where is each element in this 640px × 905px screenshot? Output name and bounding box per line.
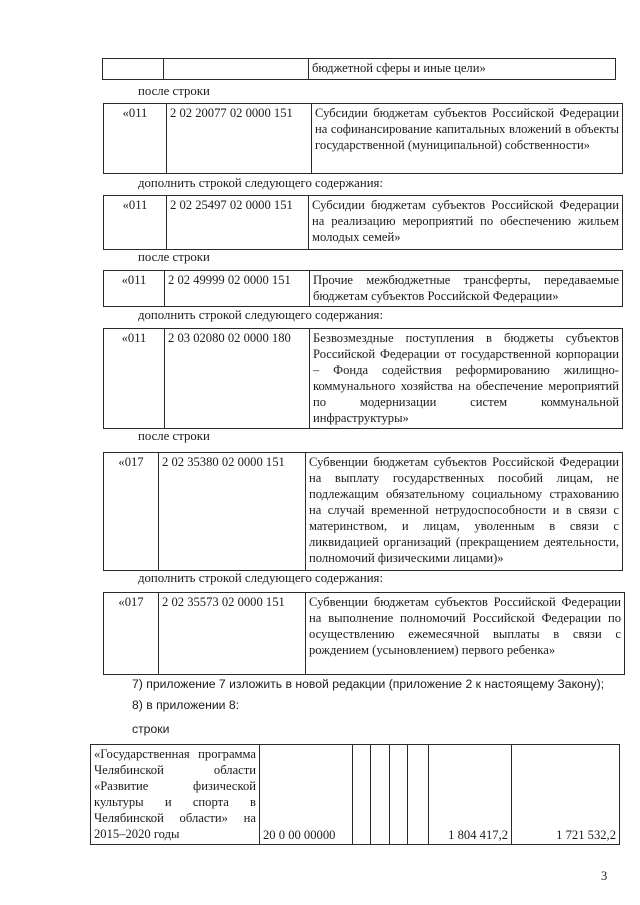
kbk-cell: 2 02 20077 02 0000 151 <box>167 104 312 174</box>
table-row <box>104 271 623 307</box>
after-row-label: после строки <box>138 250 210 264</box>
item-7: 7) приложение 7 изложить в новой редакции (приложение 2 к настоящему Закону); <box>132 677 605 691</box>
add-row-label: дополнить строкой следующего содержания: <box>138 571 384 585</box>
program-name-cell: «Государственная программа Челябинской области «Развитие физической культуры и спорта в Челябинской области» на 2015–2020 годы <box>91 745 260 845</box>
kbk-cell <box>164 59 309 80</box>
table-row-block <box>103 195 623 250</box>
code-cell: «011 <box>104 329 165 429</box>
kbk-cell: 2 02 35573 02 0000 151 <box>159 593 306 675</box>
table-row-block <box>103 452 623 571</box>
item-8: 8) в приложении 8: <box>132 698 239 712</box>
table-row <box>104 104 623 174</box>
empty-cell <box>371 745 390 845</box>
empty-cell <box>353 745 371 845</box>
page-number: 3 <box>601 869 608 883</box>
table-row-block <box>103 592 625 675</box>
value-cell: 1 804 417,2 <box>429 745 512 845</box>
table-row <box>91 745 620 845</box>
code-cell: «017 <box>104 453 159 571</box>
text-cell: Субсидии бюджетам субъектов Российской Федерации на софинансирование капитальных вложений в объекты государственной (муниципальной) собственности» <box>312 104 623 174</box>
kbk-cell: 2 02 25497 02 0000 151 <box>167 196 309 250</box>
add-row-label: дополнить строкой следующего содержания: <box>138 308 384 322</box>
code-cell: «011 <box>104 271 165 307</box>
after-row-label: после строки <box>138 429 210 443</box>
table-row <box>103 59 616 80</box>
code-cell: «011 <box>104 104 167 174</box>
table-row <box>104 329 623 429</box>
add-row-label: дополнить строкой следующего содержания: <box>138 176 384 190</box>
value-cell: 1 721 532,2 <box>512 745 620 845</box>
table-continuation <box>102 58 616 80</box>
text-cell: Субсидии бюджетам субъектов Российской Федерации на реализацию мероприятий по обеспечению жильем молодых семей» <box>309 196 623 250</box>
table-row-block <box>103 328 623 429</box>
code-cell: «017 <box>104 593 159 675</box>
code-cell: «011 <box>104 196 167 250</box>
program-table <box>90 744 620 845</box>
text-cell: Субвенции бюджетам субъектов Российской Федерации на выплату государственных пособий лицам, не подлежащим обязательному социальному страхованию на случай временной нетрудоспособности и в связи с материнством, и лицам, уволенным в связи с ликвидацией организаций (прекращением деятельности, полномочий физическими лицами)» <box>306 453 623 571</box>
rows-label: строки <box>132 722 170 736</box>
empty-cell <box>408 745 429 845</box>
text-cell: Субвенции бюджетам субъектов Российской Федерации на выполнение полномочий Российской Федерации по осуществлению ежемесячной выплаты в связи с рождением (усыновлением) первого ребенка» <box>306 593 625 675</box>
table-row-block <box>103 103 623 174</box>
empty-cell <box>390 745 408 845</box>
table-row <box>104 593 625 675</box>
kbk-cell: 2 02 35380 02 0000 151 <box>159 453 306 571</box>
kbk-cell: 2 03 02080 02 0000 180 <box>165 329 310 429</box>
table-row <box>104 196 623 250</box>
code-cell <box>103 59 164 80</box>
after-row-label: после строки <box>138 84 210 98</box>
table-row-block <box>103 270 623 307</box>
text-cell: Прочие межбюджетные трансферты, передаваемые бюджетам субъектов Российской Федерации» <box>310 271 623 307</box>
kbk-cell: 2 02 49999 02 0000 151 <box>165 271 310 307</box>
text-cell: Безвозмездные поступления в бюджеты субъектов Российской Федерации от государственной корпорации – Фонда содействия реформированию жилищно-коммунального хозяйства на обеспечение мероприятий по модернизации систем коммунальной инфраструктуры» <box>310 329 623 429</box>
table-row <box>104 453 623 571</box>
text-cell: бюджетной сферы и иные цели» <box>309 59 616 80</box>
program-code-cell: 20 0 00 00000 <box>260 745 353 845</box>
